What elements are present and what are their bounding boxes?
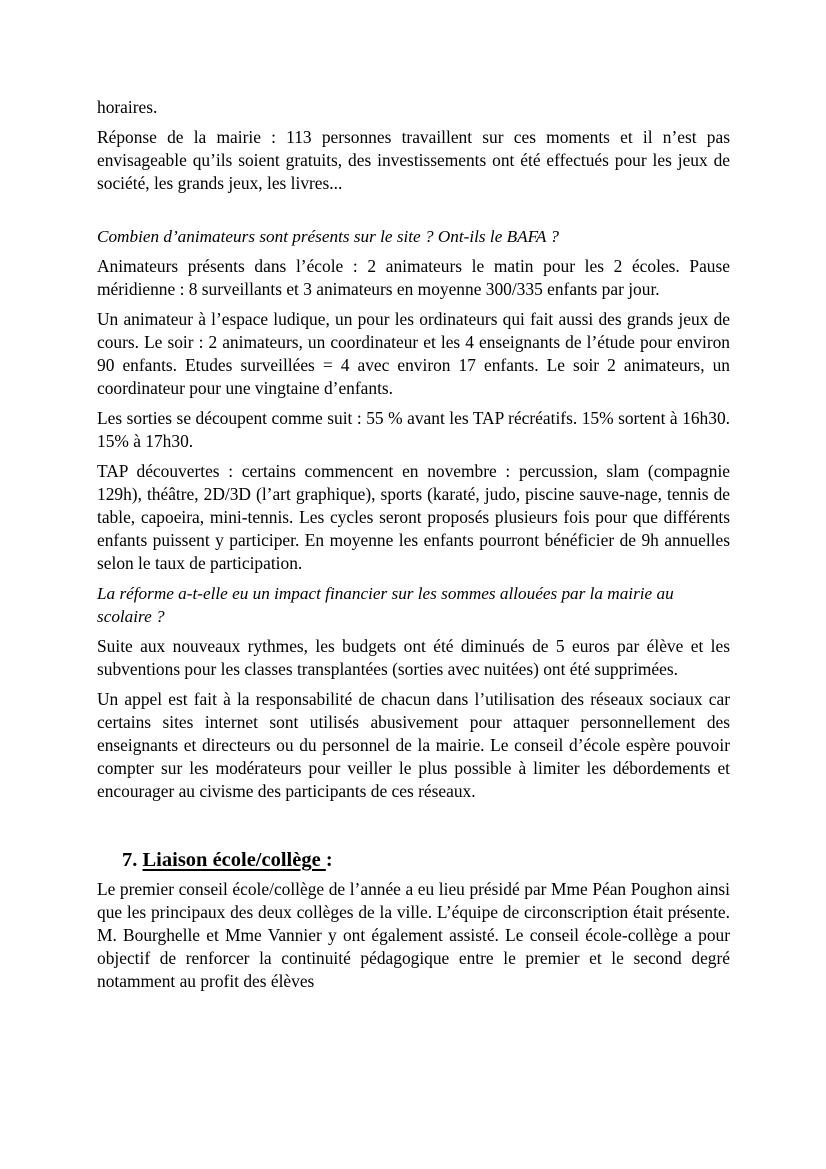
paragraph-spacer [97, 202, 730, 225]
question-animateurs-bafa: Combien d’animateurs sont présents sur le site ? Ont-ils le BAFA ? [97, 227, 559, 246]
paragraph-conseil-ecole-college: Le premier conseil école/collège de l’année a eu lieu présidé par Mme Péan Poughon ainsi que les principaux des deux collèges de la ville. L’équipe de circonscription était présente. M. Bourghelle et Mme Vannier y ont également assisté. Le conseil école-collège a pour objectif de renforcer la continuité pédagogique entre le premier et le second degré notamment au profit des élèves [97, 879, 730, 991]
paragraph-espace-ludique: Un animateur à l’espace ludique, un pour les ordinateurs qui fait aussi des grands jeux de cours. Le soir : 2 animateurs, un coordinateur et les 4 enseignants de l’étude pour environ 90 enfants. Etudes surveillées = 4 avec environ 17 enfants. Le soir 2 animateurs, un coordinateur pour une vingtaine d’enfants. [97, 309, 730, 398]
paragraph-tap-decouvertes: TAP découvertes : certains commencent en novembre : percussion, slam (compagnie 129h), théâtre, 2D/3D (l’art graphique), sports (karaté, judo, piscine sauve-nage, tennis de table, capoeira, mini-tennis. Les cycles seront proposés plusieurs fois pour que différents enfants puissent y participer. En moyenne les enfants pourront bénéficier de 9h annuelles selon le taux de participation. [97, 461, 730, 573]
section-title: Liaison école/collège [142, 849, 326, 871]
document-content [97, 96, 730, 993]
section-number: 7. [122, 849, 138, 871]
section-heading-colon: : [325, 849, 333, 871]
paragraph-reponse-mairie: Réponse de la mairie : 113 personnes travaillent sur ces moments et il n’est pas envisageable qu’ils soient gratuits, des investissements ont été effectués pour les jeux de société, les grands jeux, les livres... [97, 127, 730, 193]
section-spacer [97, 810, 730, 846]
paragraph-horaires: horaires. [97, 97, 158, 117]
paragraph-budgets-subventions: Suite aux nouveaux rythmes, les budgets ont été diminués de 5 euros par élève et les subventions pour les classes transplantées (sorties avec nuitées) ont été supprimées. [97, 636, 730, 679]
question-reforme-impact-financier: La réforme a-t-elle eu un impact financier sur les sommes allouées par la mairie au scolaire ? [97, 584, 674, 626]
paragraph-reseaux-sociaux: Un appel est fait à la responsabilité de chacun dans l’utilisation des réseaux sociaux car certains sites internet sont utilisés abusivement pour attaquer personnellement des enseignants et directeurs ou du personnel de la mairie. Le conseil d’école espère pouvoir compter sur les modérateurs pour veiller le plus possible à limiter les débordements et encourager au civisme des participants de ces réseaux. [97, 689, 730, 801]
paragraph-sorties-tap: Les sorties se découpent comme suit : 55 % avant les TAP récréatifs. 15% sortent à 16h30. 15% à 17h30. [97, 408, 730, 451]
section-heading-7 [97, 846, 730, 874]
paragraph-animateurs-presents: Animateurs présents dans l’école : 2 animateurs le matin pour les 2 écoles. Pause méridienne : 8 surveillants et 3 animateurs en moyenne 300/335 enfants par jour. [97, 256, 730, 299]
